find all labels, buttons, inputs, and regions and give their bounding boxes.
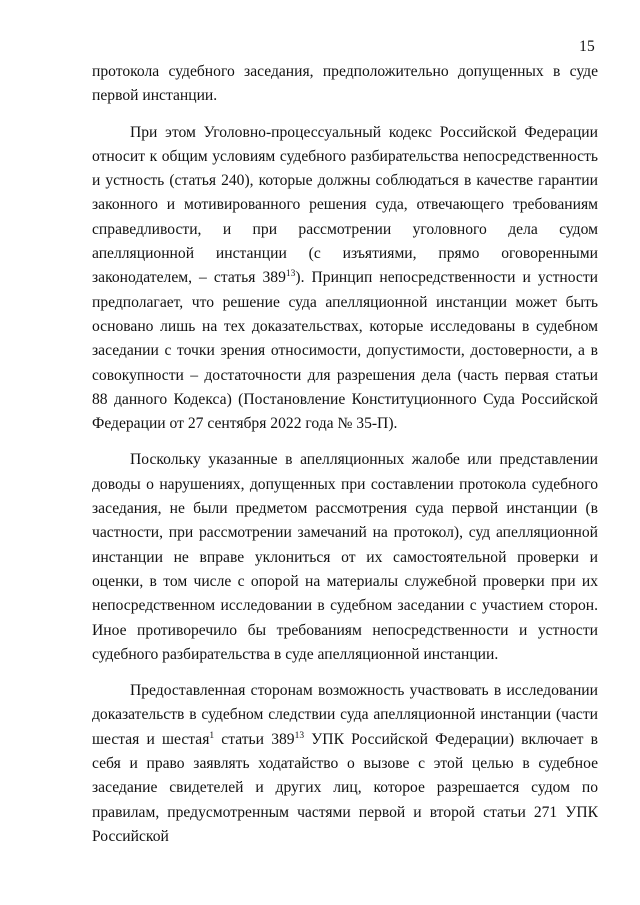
paragraph-text: УПК Российской Федерации) включает в себя и право заявлять ходатайство о вызове с этой целью в судебное заседание свидетелей и других лиц, которое разрешается судом по правилам, предусмотренным частями первой и второй статьи 271 УПК Российской: [92, 730, 598, 845]
paragraph-immediacy-principle: [92, 121, 598, 437]
document-body: [92, 60, 598, 849]
page-number: 15: [579, 38, 595, 55]
paragraph-text: Поскольку указанные в апелляционных жалобе или представлении доводы о нарушениях, допущенных при составлении протокола судебного заседания, не были предметом рассмотрения суда первой инстанции (в частности, при рассмотрении замечаний на протокол), суд апелляционной инстанции не вправе уклониться от их самостоятельной проверки и оценки, в том числе с опорой на материалы служебной проверки при их непосредственном исследовании в судебном заседании с участием сторон. Иное противоречило бы требованиям непосредственности и устности судебного разбирательства в суде апелляционной инстанции.: [92, 451, 598, 663]
superscript-article-index: 13: [285, 269, 296, 280]
paragraph-parties-rights: [92, 679, 598, 849]
superscript-part-index: 1: [209, 730, 215, 741]
paragraph-text: протокола судебного заседания, предположительно допущенных в суде первой инстанции.: [92, 63, 598, 105]
paragraph-text: ). Принцип непосредственности и устности предполагает, что решение суда апелляционной инстанции может быть основано лишь на тех доказательствах, которые исследованы в судебном заседании с точки зрения относимости, допустимости, достоверности, а в совокупности – достаточности для разрешения дела (часть первая статьи 88 данного Кодекса) (Постановление Конституционного Суда Российской Федерации от 27 сентября 2022 года № 35-П).: [92, 269, 598, 433]
paragraph-text: При этом Уголовно-процессуальный кодекс Российской Федерации относит к общим условиям судебного разбирательства непосредственность и устность (статья 240), которые должны соблюдаться в качестве гарантии законного и мотивированного решения суда, отвечающего требованиям справедливости, и при рассмотрении уголовного дела судом апелляционной инстанции (с изъятиями, прямо оговоренными законодателем, – статья 389: [92, 123, 598, 287]
paragraph-text: статьи 389: [214, 730, 295, 748]
paragraph-protocol-violations: [92, 448, 598, 667]
paragraph-continued: [92, 60, 598, 109]
superscript-article-index: 13: [294, 730, 305, 741]
paragraph-text: Предоставленная сторонам возможность участвовать в исследовании доказательств в судебном следствии суда апелляционной инстанции (части шестая и шестая: [92, 682, 598, 748]
